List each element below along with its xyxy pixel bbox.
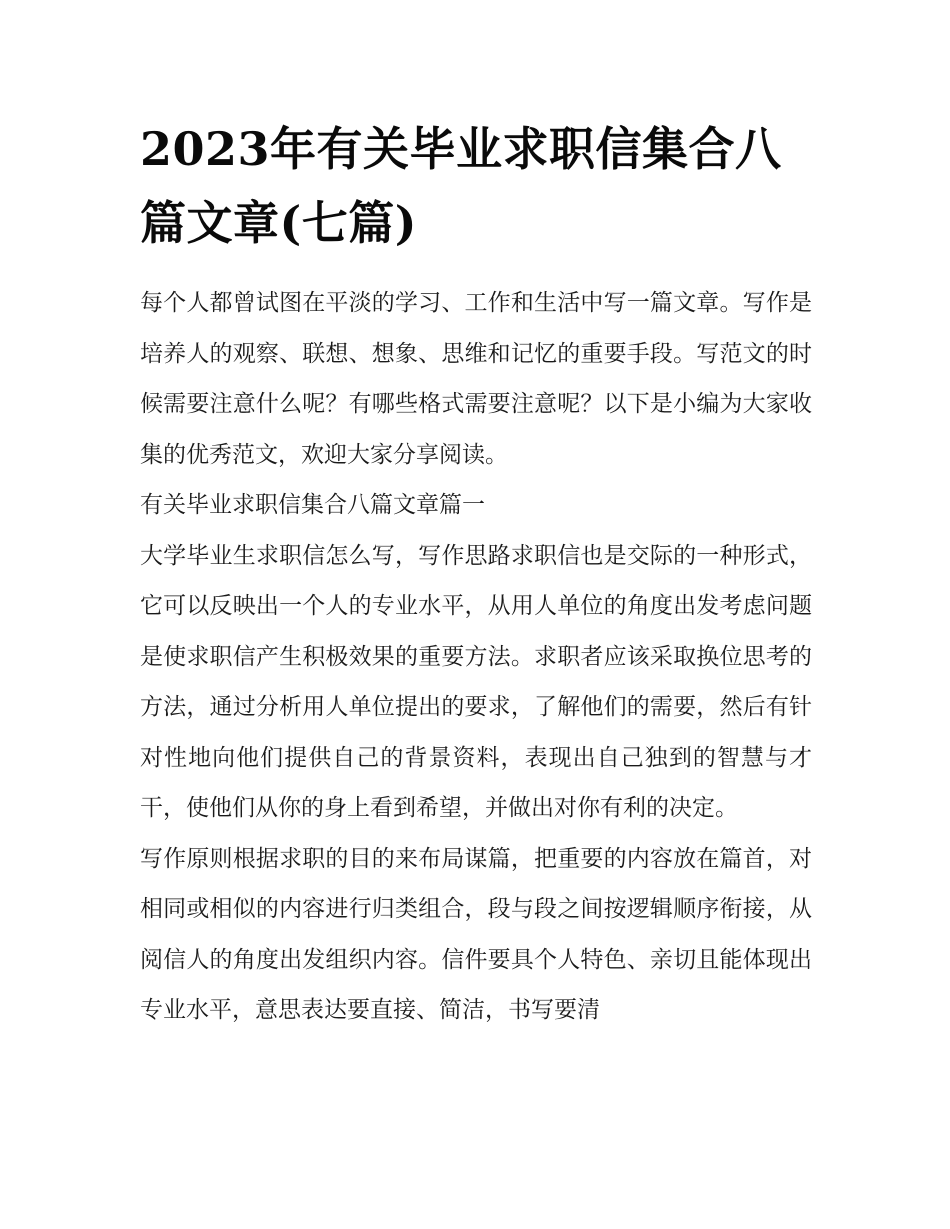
document-body xyxy=(140,278,812,1036)
body-paragraph-1: 大学毕业生求职信怎么写，写作思路求职信也是交际的一种形式，它可以反映出一个人的专业水平，从用人单位的角度出发考虑问题是使求职信产生积极效果的重要方法。求职者应该采取换位思考的方法，通过分析用人单位提出的要求，了解他们的需要，然后有针对性地向他们提供自己的背景资料，表现出自己独到的智慧与才干，使他们从你的身上看到希望，并做出对你有利的决定。 xyxy=(140,542,812,821)
document-title: 2023年有关毕业求职信集合八篇文章(七篇) xyxy=(140,122,782,250)
document-page xyxy=(140,112,812,1036)
intro-paragraph: 每个人都曾试图在平淡的学习、工作和生活中写一篇文章。写作是培养人的观察、联想、想象、思维和记忆的重要手段。写范文的时候需要注意什么呢？有哪些格式需要注意呢？以下是小编为大家收集的优秀范文，欢迎大家分享阅读。 xyxy=(140,290,812,468)
section-heading: 有关毕业求职信集合八篇文章篇一 xyxy=(140,492,485,518)
body-paragraph-2: 写作原则根据求职的目的来布局谋篇，把重要的内容放在篇首，对相同或相似的内容进行归类组合，段与段之间按逻辑顺序衔接，从阅信人的角度出发组织内容。信件要具个人特色、亲切且能体现出专业水平，意思表达要直接、简洁，书写要清 xyxy=(140,845,812,1023)
